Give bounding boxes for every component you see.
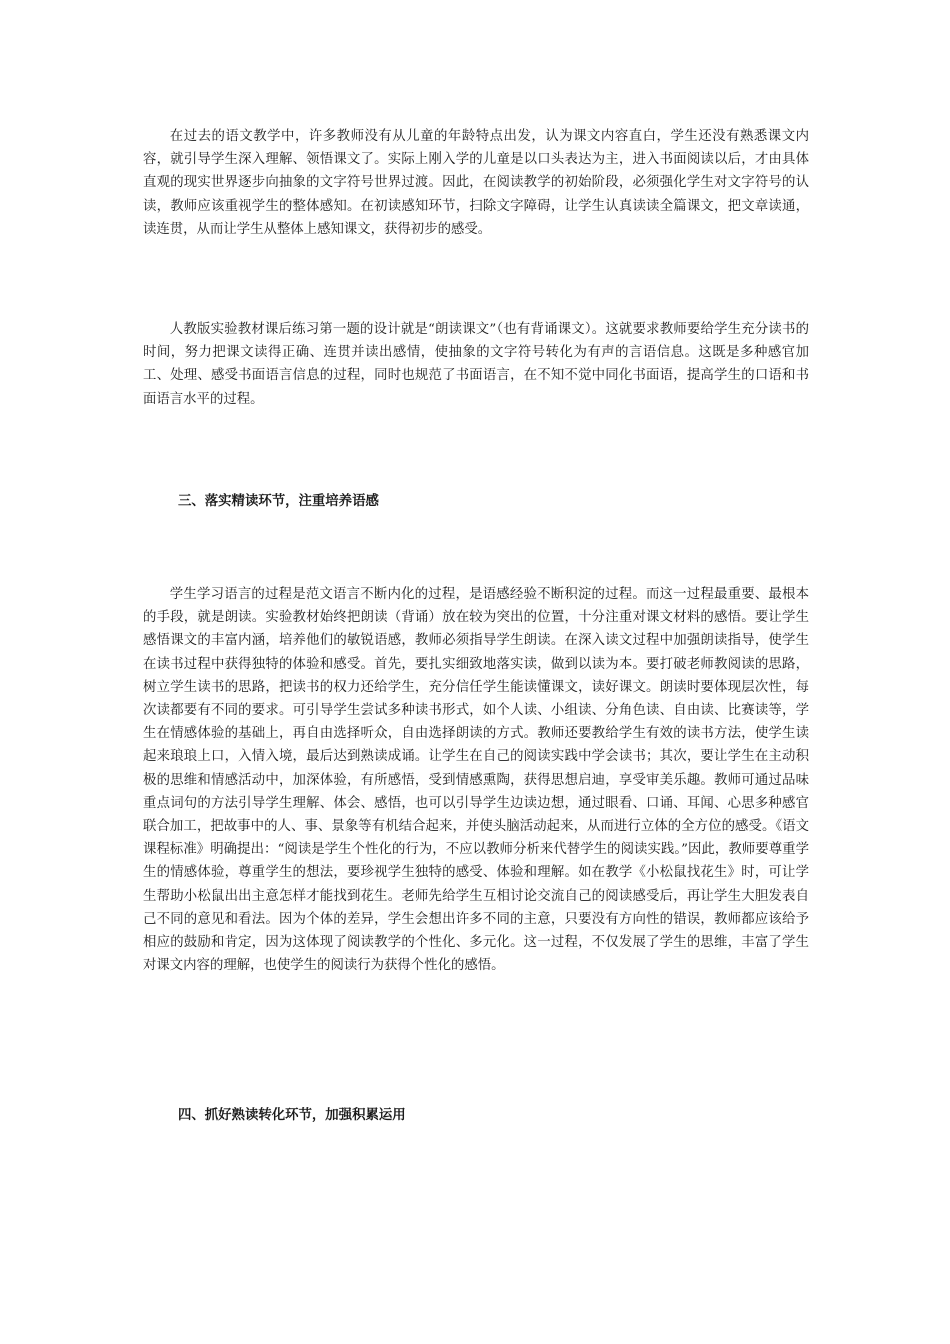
paragraph-read-aloud-exercise: 人教版实验教材课后练习第一题的设计就是“朗读课文”（也有背诵课文）。这就要求教师要给学生充分读书的时间，努力把课文读得正确、连贯并读出感情，使抽象的文字符号转化为有声的言语信息。这既是多种感官加工、处理、感受书面语言信息的过程，同时也规范了书面语言，在不知不觉中同化书面语，提高学生的口语和书面语言水平的过程。: [143, 322, 809, 407]
paragraph-initial-reading: 在过去的语文教学中，许多教师没有从儿童的年龄特点出发，认为课文内容直白，学生还没有熟悉课文内容，就引导学生深入理解、领悟课文了。实际上刚入学的儿童是以口头表达为主，进入书面阅读以后，才由具体直观的现实世界逐步向抽象的文字符号世界过渡。因此，在阅读教学的初始阶段，必须强化学生对文字符号的认读，教师应该重视学生的整体感知。在初读感知环节，扫除文字障碍，让学生认真读读全篇课文，把文章读通，读连贯，从而让学生从整体上感知课文，获得初步的感受。: [143, 129, 809, 237]
section-heading-four: 四、抓好熟读转化环节，加强积累运用: [178, 1107, 406, 1123]
paragraph-intensive-reading: 学生学习语言的过程是范文语言不断内化的过程，是语感经验不断积淀的过程。而这一过程最重要、最根本的手段，就是朗读。实验教材始终把朗读（背诵）放在较为突出的位置，十分注重对课文材料的感悟。要让学生感悟课文的丰富内涵，培养他们的敏锐语感，教师必须指导学生朗读。在深入读文过程中加强朗读指导，使学生在读书过程中获得独特的体验和感受。首先，要扎实细致地落实读，做到以读为本。要打破老师教阅读的思路，树立学生读书的思路，把读书的权力还给学生，充分信任学生能读懂课文，读好课文。朗读时要体现层次性，每次读都要有不同的要求。可引导学生尝试多种读书形式，如个人读、小组读、分角色读、自由读、比赛读等，学生在情感体验的基础上，再自由选择听众，自由选择朗读的方式。教师还要教给学生有效的读书方法，使学生读起来琅琅上口，入情入境，最后达到熟读成诵。让学生在自己的阅读实践中学会读书；其次，要让学生在主动积极的思维和情感活动中，加深体验，有所感悟，受到情感熏陶，获得思想启迪，享受审美乐趣。教师可通过品味重点词句的方法引导学生理解、体会、感悟，也可以引导学生边读边想，通过眼看、口诵、耳闻、心思多种感官联合加工，把故事中的人、事、景象等有机结合起来，并使头脑活动起来，从而进行立体的全方位的感受。《语文课程标准》明确提出：“阅读是学生个性化的行为，不应以教师分析来代替学生的阅读实践。”因此，教师要尊重学生的情感体验，尊重学生的想法，要珍视学生独特的感受、体验和理解。如在教学《小松鼠找花生》时，可让学生帮助小松鼠出出主意怎样才能找到花生。老师先给学生互相讨论交流自己的阅读感受后，再让学生大胆发表自己不同的意见和看法。因为个体的差异，学生会想出许多不同的主意，只要没有方向性的错误，教师都应该给予相应的鼓励和肯定，因为这体现了阅读教学的个性化、多元化。这一过程，不仅发展了学生的思维，丰富了学生对课文内容的理解，也使学生的阅读行为获得个性化的感悟。: [143, 587, 809, 974]
section-heading-three: 三、落实精读环节，注重培养语感: [178, 493, 379, 509]
